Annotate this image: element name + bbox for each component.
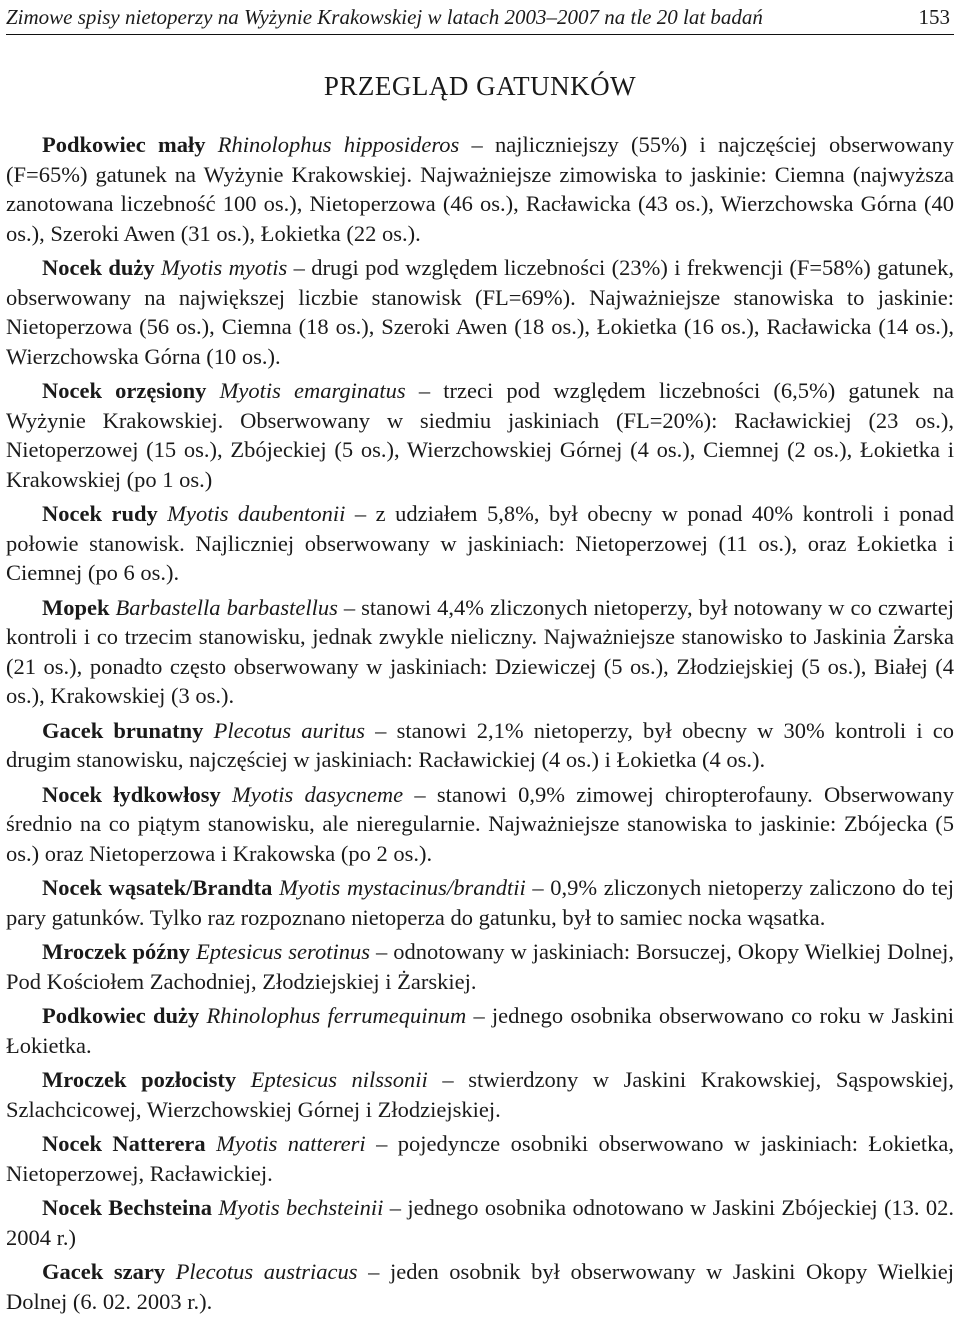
species-description: – jednego osobnika odnotowano w Jaskini Zbójeckiej (13. 02. 2004 r.) [6, 1195, 955, 1250]
species-latin-name: Myotis daubentonii [167, 501, 346, 526]
species-description: – stanowi 2,1% nietoperzy, był obecny w 30% kontroli i co drugim stanowisku, najczęściej w jaskiniach: Racławickiej (4 os.) i Łokietka (4 os.). [6, 717, 954, 772]
species-common-name: Mopek [42, 594, 110, 620]
species-common-name: Nocek Natterera [42, 1131, 206, 1156]
running-header [6, 0, 954, 35]
species-latin-name: Myotis emarginatus [219, 378, 406, 403]
species-common-name: Gacek brunatny [42, 717, 204, 743]
page [6, 0, 954, 1321]
species-paragraph [6, 1065, 954, 1124]
species-latin-name: Rhinolophus hipposideros [217, 132, 460, 157]
section-title: PRZEGLĄD GATUNKÓW [323, 71, 637, 101]
species-common-name: Nocek łydkowłosy [42, 781, 221, 807]
species-paragraph [6, 873, 954, 932]
species-common-name: Nocek duży [42, 255, 155, 280]
article-body [6, 130, 954, 1316]
species-description: – jeden osobnik był obserwowany w Jaskini Okopy Wielkiej Dolnej (6. 02. 2003 r.). [6, 1259, 955, 1314]
species-paragraph [6, 1001, 954, 1060]
species-description: – pojedyncze osobniki obserwowano w jaskiniach: Łokietka, Nietoperzowej, Racławickiej. [6, 1131, 955, 1186]
species-common-name: Nocek orzęsiony [42, 378, 207, 403]
species-common-name: Nocek wąsatek/Brandta [42, 875, 273, 900]
species-common-name: Mroczek późny [42, 939, 191, 964]
species-description: – najliczniejszy (55%) i najczęściej obserwowany (F=65%) gatunek na Wyżynie Krakowskiej. Najważniejsze zimowiska to jaskinie: Ciemna (najwyższa zanotowana liczebność 100 os.), Nietoperzowa (46 os.), Racławicka (43 os.), Wierzchowska Górna (40 os.), Szeroki Awen (31 os.), Łokietka (22 os.). [6, 132, 954, 246]
species-description: – drugi pod względem liczebności (23%) i frekwencji (F=58%) gatunek, obserwowany na największej liczbie stanowisk (FL=69%). Najważniejsze stanowiska to jaskinie: Nietoperzowa (56 os.), Ciemna (18 os.), Szeroki Awen (18 os.), Łokietka (16 os.), Racławicka (14 os.), Wierzchowska Górna (10 os.). [6, 255, 954, 369]
species-paragraph [6, 780, 954, 869]
species-paragraph [6, 253, 954, 371]
species-paragraph [6, 1257, 954, 1316]
species-description: – z udziałem 5,8%, był obecny w ponad 40% kontroli i ponad połowie stanowisk. Najliczniej obserwowany w jaskiniach: Nietoperzowej (11 os.), oraz Łokietka i Ciemnej (po 6 os.). [6, 501, 955, 585]
species-latin-name: Myotis nattereri [216, 1131, 366, 1156]
species-paragraph [6, 1193, 954, 1252]
species-description: – odnotowany w jaskiniach: Borsuczej, Okopy Wielkiej Dolnej, Pod Kościołem Zachodniej, Złodziejskiej i Żarskiej. [6, 939, 955, 994]
species-description: – 0,9% zliczonych nietoperzy zaliczono do tej pary gatunków. Tylko raz rozpoznano nietoperza do gatunku, był to samiec nocka wąsatka. [6, 875, 954, 930]
species-paragraph [6, 716, 954, 775]
species-description: – trzeci pod względem liczebności (6,5%) gatunek na Wyżynie Krakowskiej. Obserwowany w siedmiu jaskiniach (FL=20%): Racławickiej (23 os.), Nietoperzowej (15 os.), Zbójeckiej (5 os.), Wierzchowskiej Górnej (4 os.), Ciemnej (2 os.), Łokietka i Krakowskiej (po 1 os.) [6, 378, 955, 492]
running-title: Zimowe spisy nietoperzy na Wyżynie Krakowskiej w latach 2003–2007 na tle 20 lat badań [6, 4, 763, 29]
species-description: – stanowi 0,9% zimowej chiropterofauny. Obserwowany średnio na co piątym stanowisku, ale nieregularnie. Najważniejsze stanowiska to jaskinie: Zbójecka (5 os.) oraz Nietoperzowa i Krakowska (po 2 os.). [6, 781, 954, 866]
species-common-name: Podkowiec duży [42, 1003, 200, 1028]
species-latin-name: Myotis dasycneme [232, 781, 404, 807]
species-paragraph [6, 130, 954, 248]
species-paragraph [6, 499, 954, 588]
species-description: – jednego osobnika obserwowano co roku w Jaskini Łokietka. [6, 1003, 954, 1058]
species-latin-name: Plecotus auritus [213, 717, 366, 743]
species-paragraph [6, 593, 954, 711]
species-description: – stwierdzony w Jaskini Krakowskiej, Sąspowskiej, Szlachcicowej, Wierzchowskiej Górnej i Złodziejskiej. [6, 1067, 955, 1122]
species-common-name: Nocek Bechsteina [42, 1195, 213, 1220]
species-common-name: Nocek rudy [42, 501, 158, 526]
species-latin-name: Plecotus austriacus [175, 1259, 358, 1284]
species-paragraph [6, 376, 954, 494]
species-latin-name: Eptesicus nilssonii [250, 1067, 428, 1092]
species-common-name: Podkowiec mały [42, 132, 206, 157]
species-common-name: Gacek szary [42, 1259, 166, 1284]
species-common-name: Mroczek pozłocisty [42, 1067, 237, 1092]
species-description: – stanowi 4,4% zliczonych nietoperzy, był notowany w co czwartej kontroli i co trzecim stanowisku, jednak zwykle nieliczny. Najważniejsze stanowisko to Jaskinia Żarska (21 os.), ponadto często obserwowany w jaskiniach: Dziewiczej (5 os.), Złodziejskiej (5 os.), Białej (4 os.), Krakowskiej (3 os.). [6, 594, 955, 708]
species-paragraph [6, 1129, 954, 1188]
species-latin-name: Myotis mystacinus/brandtii [279, 875, 526, 900]
species-paragraph [6, 937, 954, 996]
species-latin-name: Rhinolophus ferrumequinum [206, 1003, 467, 1028]
page-number: 153 [918, 4, 950, 29]
species-latin-name: Myotis bechsteinii [218, 1195, 384, 1220]
species-latin-name: Barbastella barbastellus [115, 594, 338, 620]
species-latin-name: Myotis myotis [160, 255, 288, 280]
species-latin-name: Eptesicus serotinus [196, 939, 370, 964]
